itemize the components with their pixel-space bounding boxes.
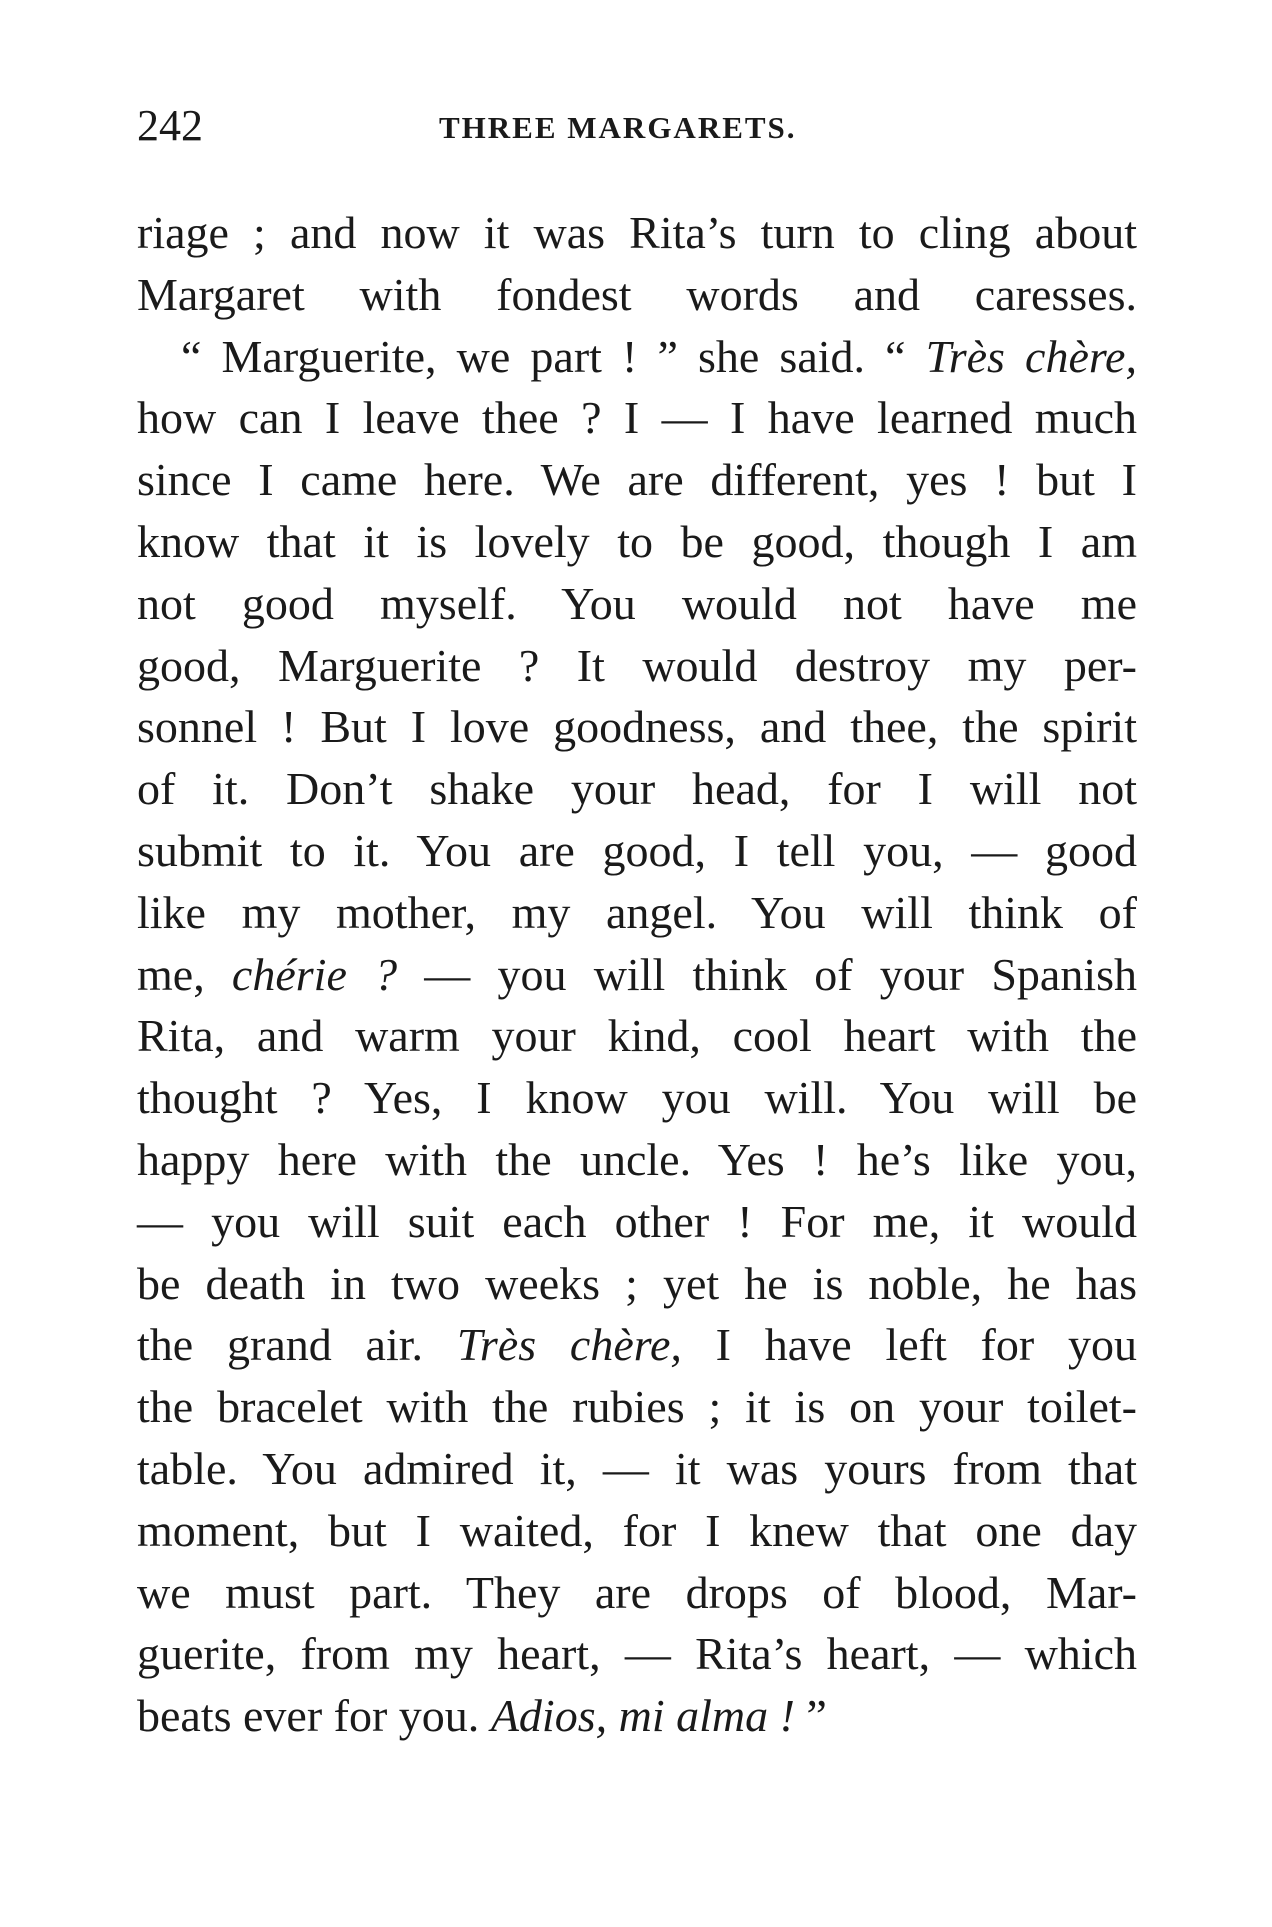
text-line: we must part. They are drops of blood, Mar- (137, 1566, 1137, 1618)
italic-phrase: chérie ? (231, 948, 398, 1000)
text-line: me, chérie ? — you will think of your Spanish (137, 948, 1138, 1000)
text-line: submit to it. You are good, I tell you, — good (137, 824, 1137, 876)
text-line: how can I leave thee ? I — I have learned much (137, 392, 1137, 444)
body-text (137, 202, 1137, 1747)
text-line: the bracelet with the rubies ; it is on your toilet- (137, 1381, 1137, 1433)
italic-phrase: Adios, mi alma ! (490, 1690, 795, 1742)
text-line: riage ; and now it was Rita’s turn to cling about (137, 207, 1137, 258)
page-number: 242 (137, 101, 203, 150)
text-line: Margaret with fondest words and caresses. (137, 268, 1137, 320)
running-head: THREE MARGARETS. (439, 110, 797, 145)
text-line: happy here with the uncle. Yes ! he’s like you, (137, 1133, 1137, 1185)
text-line: since I came here. We are different, yes ! but I (137, 454, 1137, 506)
text-line: “ Marguerite, we part ! ” she said. “ Très chère, (181, 330, 1137, 382)
italic-phrase: Très chère, (456, 1319, 682, 1371)
text-line: table. You admired it, — it was yours from that (137, 1442, 1137, 1494)
text-line: thought ? Yes, I know you will. You will be (137, 1072, 1137, 1124)
text-line: like my mother, my angel. You will think of (137, 886, 1137, 938)
text-line: know that it is lovely to be good, though I am (137, 515, 1137, 567)
text-line: not good myself. You would not have me (137, 577, 1137, 629)
text-line: sonnel ! But I love goodness, and thee, the spirit (137, 701, 1137, 753)
text-line: good, Marguerite ? It would destroy my per- (137, 639, 1137, 691)
text-line: be death in two weeks ; yet he is noble, he has (137, 1257, 1137, 1309)
text-line: guerite, from my heart, — Rita’s heart, — which (137, 1628, 1137, 1680)
text-line: beats ever for you. Adios, mi alma ! ” (137, 1690, 827, 1742)
page-header (137, 96, 1137, 156)
text-line: Rita, and warm your kind, cool heart with the (137, 1010, 1137, 1062)
text-line: the grand air. Très chère, I have left for you (137, 1319, 1137, 1371)
text-line: — you will suit each other ! For me, it would (137, 1195, 1137, 1247)
italic-phrase: Très chère, (925, 330, 1137, 382)
text-line: moment, but I waited, for I knew that one day (137, 1504, 1137, 1556)
text-line: of it. Don’t shake your head, for I will not (137, 763, 1137, 815)
